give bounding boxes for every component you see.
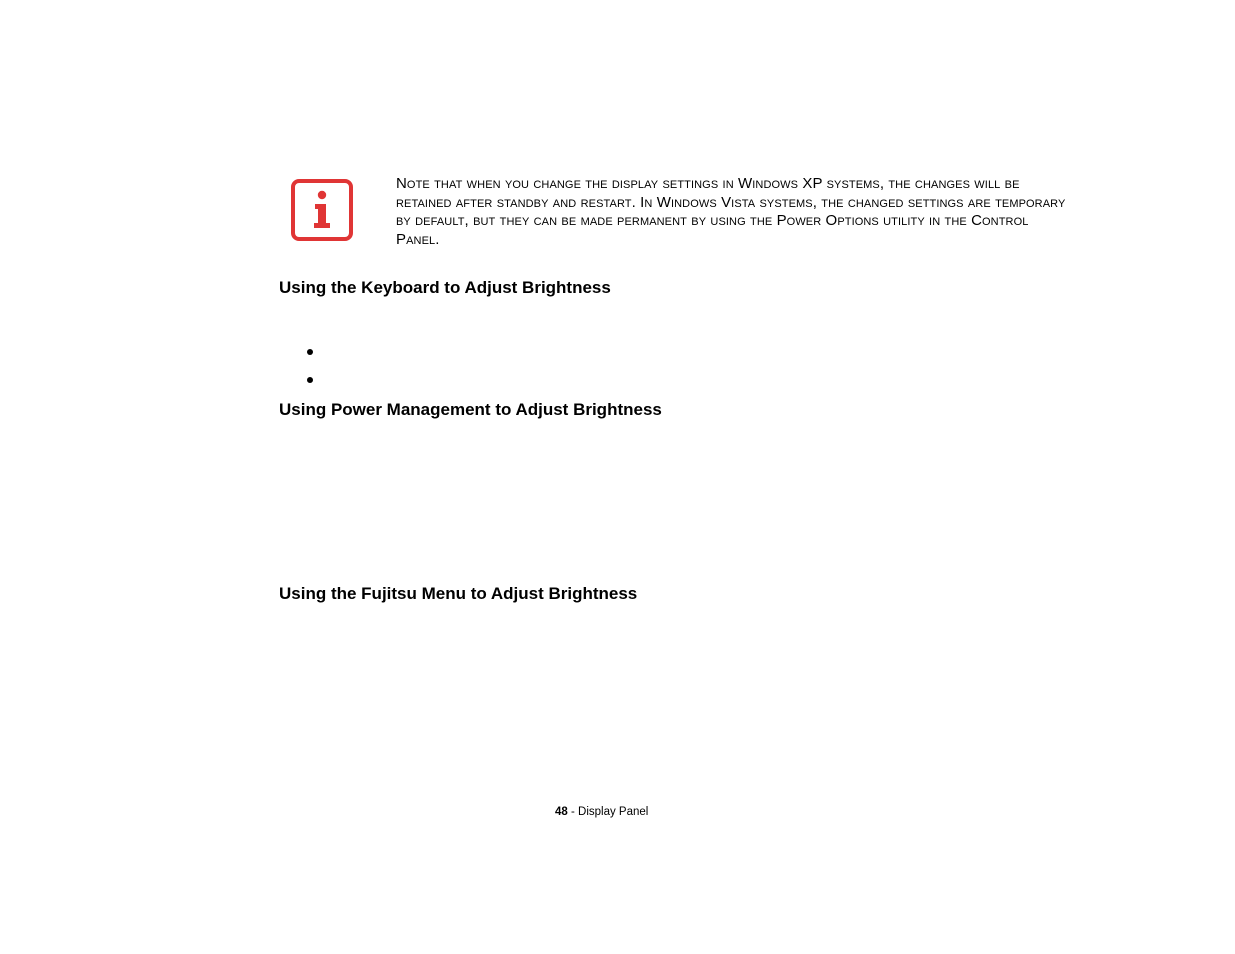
- info-icon: [291, 179, 353, 241]
- list-item: [296, 368, 316, 396]
- section-heading-power-management: Using Power Management to Adjust Brightness: [279, 400, 662, 419]
- page-footer: [555, 806, 648, 818]
- bullet-icon: [307, 377, 313, 383]
- bullet-icon: [307, 349, 313, 355]
- footer-separator: -: [567, 806, 579, 818]
- page-number: 48: [555, 806, 568, 818]
- section-heading-keyboard: Using the Keyboard to Adjust Brightness: [279, 278, 611, 297]
- list-item: [296, 340, 316, 368]
- note-text: Note that when you change the display settings in Windows XP systems, the changes will be retained after standby and restart. In Windows Vista systems, the changed settings are temporary by default, but they can be made permanent by using the Power Options utility in the Control Panel.: [396, 175, 1066, 249]
- footer-section-name: Display Panel: [578, 806, 649, 818]
- section-heading-fujitsu-menu: Using the Fujitsu Menu to Adjust Brightness: [279, 584, 638, 603]
- keyboard-bullet-list: [296, 340, 316, 396]
